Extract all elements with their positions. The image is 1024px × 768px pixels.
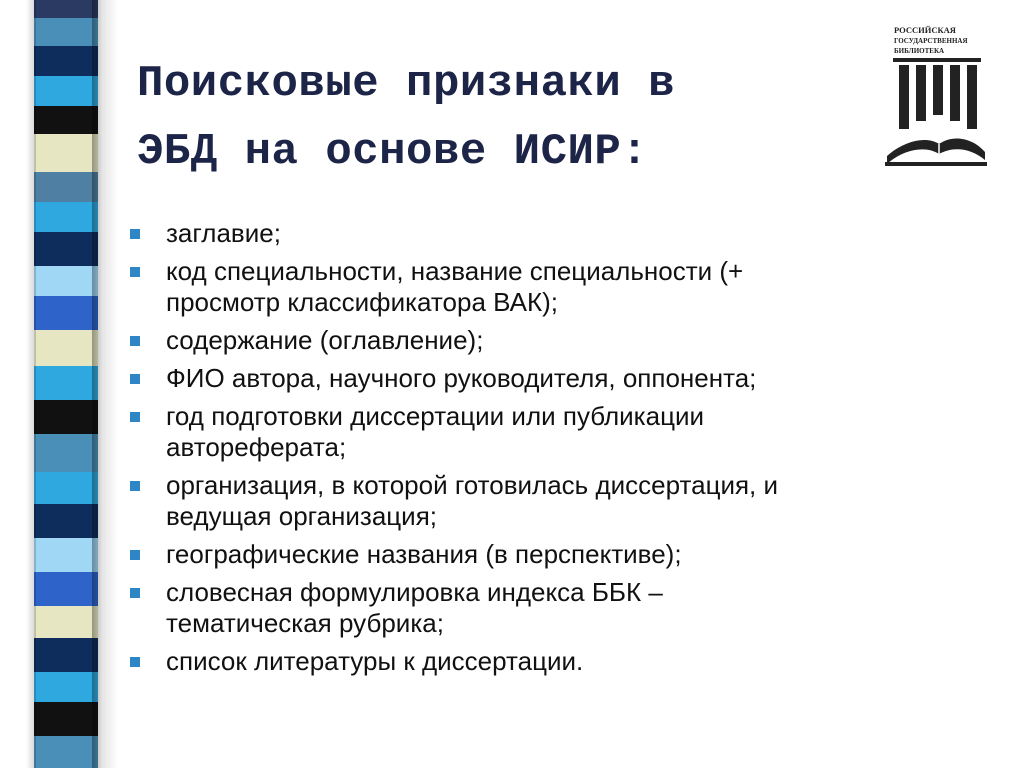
bullet-square-icon [130,588,140,598]
stripe-segment [34,638,98,672]
stripe-segment [34,18,98,46]
bullet-text-line: ФИО автора, научного руководителя, оппонента; [166,363,757,393]
bullet-item [128,218,998,249]
stripe-segment [34,400,98,434]
bullet-text-line: код специальности, название специальности (+ [166,256,744,286]
stripe-segment [34,504,98,538]
stripe-segment [34,266,98,296]
bullet-item [128,470,998,532]
slide-title [137,50,857,186]
stripe-segment [34,472,98,504]
bullet-text-line: автореферата; [166,432,347,462]
stripe-segment [34,46,98,76]
stripe-segment [34,606,98,638]
stripe-segment [34,672,98,702]
stripe-segment [34,538,98,572]
bullet-text-line: организация, в которой готовилась диссертация, и [166,470,779,500]
bullet-item [128,256,998,318]
stripe-shadow-right [92,0,118,768]
stripe-segment [34,172,98,202]
stripe-segment [34,76,98,106]
stripe-segment [34,572,98,606]
bullet-square-icon [130,550,140,560]
slide-title-line: Поисковые признаки в [137,59,676,109]
library-columns-book-icon [883,22,989,168]
stripe-segment [34,330,98,366]
stripe-segment [34,296,98,330]
stripe-segment [34,366,98,400]
stripe-segment [34,0,98,18]
stripe-segment [34,736,98,768]
bullet-square-icon [130,336,140,346]
bullet-item [128,363,998,394]
bullet-text-line: год подготовки диссертации или публикации [166,401,705,431]
bullet-square-icon [130,229,140,239]
bullet-text-line: ведущая организация; [166,501,438,531]
bullet-square-icon [130,657,140,667]
stripe-segment [34,134,98,172]
bullet-list [128,218,998,684]
bullet-text-line: словесная формулировка индекса ББК – [166,577,663,607]
bullet-square-icon [130,374,140,384]
logo-text-line: РОССИЙСКАЯ [894,25,956,35]
bullet-text-line: просмотр классификатора ВАК); [166,287,558,317]
bullet-text-line: список литературы к диссертации. [166,646,584,676]
library-logo [883,22,989,168]
stripe-segment [34,106,98,134]
bullet-text-line: содержание (оглавление); [166,325,484,355]
decorative-stripe [34,0,98,768]
bullet-item [128,539,998,570]
slide-title-line: ЭБД на основе ИСИР: [137,127,649,177]
bullet-square-icon [130,412,140,422]
bullet-item [128,577,998,639]
stripe-segment [34,434,98,472]
logo-text-line: БИБЛИОТЕКА [894,47,945,55]
bullet-item [128,646,998,677]
bullet-item [128,325,998,356]
stripe-segment [34,702,98,736]
logo-text-line: ГОСУДАРСТВЕННАЯ [894,37,968,45]
bullet-item [128,401,998,463]
stripe-segment [34,232,98,266]
bullet-text-line: заглавие; [166,218,281,248]
bullet-square-icon [130,481,140,491]
bullet-text-line: географические названия (в перспективе); [166,539,682,569]
bullet-square-icon [130,267,140,277]
bullet-text-line: тематическая рубрика; [166,608,444,638]
stripe-segment [34,202,98,232]
stripe-shadow-left [26,0,36,768]
